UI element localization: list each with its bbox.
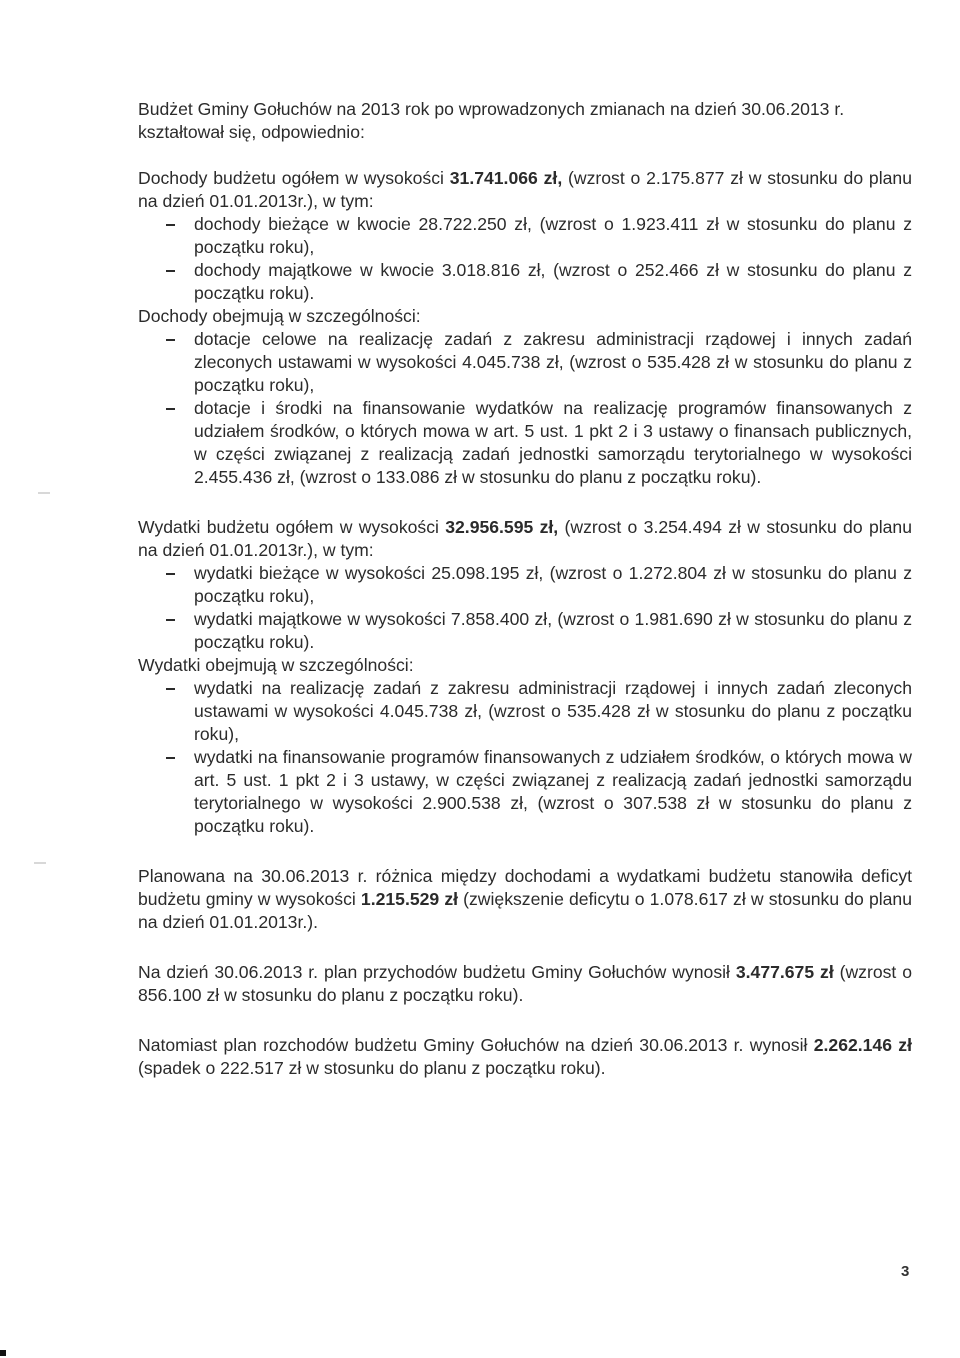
scan-artifact [34,862,46,864]
list-item-text: wydatki na finansowanie programów finansowanych z udziałem środków, o których mowa w art. 5 ust. 1 pkt 2 i 3 ustawy, w części związanej z realizacją zadań jednostki samorządu terytorialnego w wysokości 2.900.538 zł, (wzrost o 307.538 zł w stosunku do planu z początku roku). [194,747,912,836]
deficyt-lead-a: Planowana na 30.06.2013 r. różnica między dochodami a wydatkami budżetu stanowiła deficyt budżetu gminy w wysokości [138,866,912,909]
list-item-text: wydatki majątkowe w wysokości 7.858.400 zł, (wzrost o 1.981.690 zł w stosunku do planu z początku roku). [194,609,912,652]
wydatki-list [138,562,912,654]
dochody-lead-a: Dochody budżetu ogółem w wysokości [138,168,450,188]
list-item-text: dochody majątkowe w kwocie 3.018.816 zł, (wzrost o 252.466 zł w stosunku do planu z początku roku). [194,260,912,303]
dash-bullet [166,619,175,621]
list-item-text: wydatki bieżące w wysokości 25.098.195 zł, (wzrost o 1.272.804 zł w stosunku do planu z początku roku), [194,563,912,606]
rozchody-paragraph [138,1034,912,1080]
przychody-lead-b: (wzrost o 856.100 zł w stosunku do planu z początku roku). [138,962,912,1005]
intro-paragraph [138,98,912,144]
list-item [138,562,912,608]
list-item-text: dotacje celowe na realizację zadań z zakresu administracji rządowej i innych zadań zleconych ustawami w wysokości 4.045.738 zł, (wzrost o 535.428 zł w stosunku do planu z początku roku), [194,329,912,395]
intro-line-2: kształtował się, odpowiednio: [138,122,365,142]
list-item [138,397,912,489]
page-number: 3 [901,1263,910,1280]
list-item [138,213,912,259]
dochody-detail-list [138,328,912,489]
dash-bullet [166,339,175,341]
list-item-text: wydatki na realizację zadań z zakresu administracji rządowej i innych zadań zleconych ustawami w wysokości 4.045.738 zł, (wzrost o 535.428 zł w stosunku do planu z początku roku), [194,678,912,744]
list-item [138,746,912,838]
przychody-lead-a: Na dzień 30.06.2013 r. plan przychodów budżetu Gminy Gołuchów wynosił [138,962,736,982]
list-item-text: dotacje i środki na finansowanie wydatków na realizację programów finansowanych z udziałem środków, o których mowa w art. 5 ust. 1 pkt 2 i 3 ustawy o finansach publicznych, w części związanej z realizacją zadań jednostki samorządu terytorialnego w wysokości 2.455.436 zł, (wzrost o 133.086 zł w stosunku do planu z początku roku). [194,398,912,487]
przychody-amount: 3.477.675 zł [735,962,834,982]
dash-bullet [166,270,175,272]
list-item [138,259,912,305]
scan-artifact [38,492,50,494]
dochody-detail-heading: Dochody obejmują w szczególności: [138,306,421,326]
rozchody-lead-a: Natomiast plan rozchodów budżetu Gminy Gołuchów na dzień 30.06.2013 r. wynosił [138,1035,814,1055]
intro-line-1: Budżet Gminy Gołuchów na 2013 rok po wprowadzonych zmianach na dzień 30.06.2013 r. [138,99,845,119]
wydatki-lead-b: (wzrost o 3.254.494 zł w stosunku do planu na dzień 01.01.2013r.), w tym: [138,517,912,560]
dochody-summary [138,167,912,213]
dash-bullet [166,224,175,226]
dash-bullet [166,408,175,410]
document-page [138,98,912,1080]
wydatki-lead-a: Wydatki budżetu ogółem w wysokości [138,517,446,537]
deficyt-lead-b: (zwiększenie deficytu o 1.078.617 zł w stosunku do planu na dzień 01.01.2013r.). [138,889,913,932]
rozchody-lead-b: (spadek o 222.517 zł w stosunku do planu z początku roku). [138,1058,606,1078]
dash-bullet [166,688,175,690]
list-item [138,677,912,746]
deficyt-paragraph [138,865,912,934]
dash-bullet [166,757,175,759]
list-item [138,328,912,397]
rozchody-amount: 2.262.146 zł [813,1035,912,1055]
wydatki-detail-list [138,677,912,838]
dash-bullet [166,573,175,575]
list-item [138,608,912,654]
przychody-paragraph [138,961,912,1007]
wydatki-summary [138,516,912,562]
wydatki-detail-heading: Wydatki obejmują w szczególności: [138,655,414,675]
list-item-text: dochody bieżące w kwocie 28.722.250 zł, (wzrost o 1.923.411 zł w stosunku do planu z początku roku), [194,214,912,257]
scan-artifact [0,1350,6,1356]
deficyt-amount: 1.215.529 zł [360,889,459,909]
wydatki-total: 32.956.595 zł, [445,517,559,537]
dochody-lead-b: (wzrost o 2.175.877 zł w stosunku do planu na dzień 01.01.2013r.), w tym: [138,168,912,211]
dochody-list [138,213,912,305]
dochody-total: 31.741.066 zł, [449,168,563,188]
